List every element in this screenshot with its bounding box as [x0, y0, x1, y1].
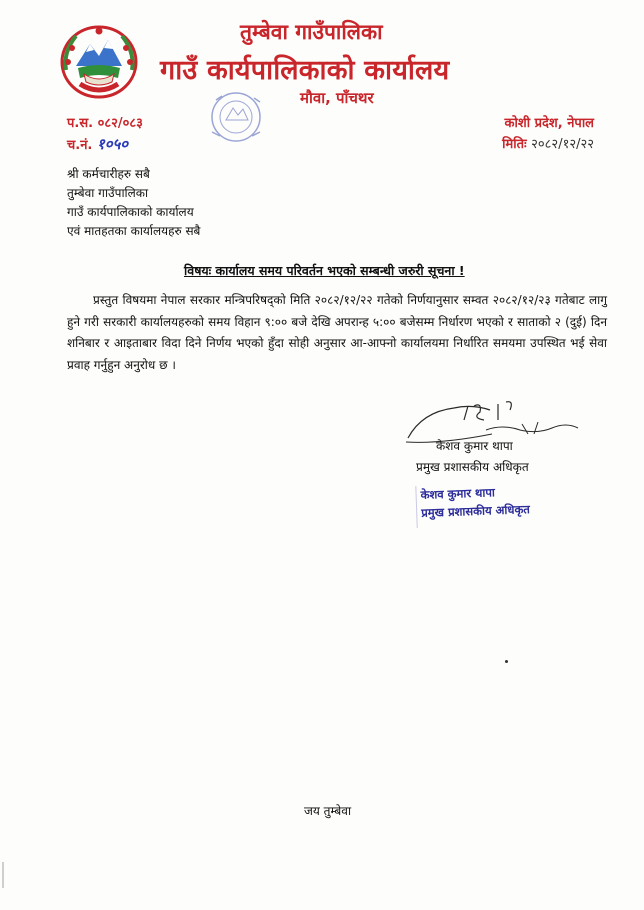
office-name: गाउँ कार्यपालिकाको कार्यालय — [160, 55, 450, 86]
letter-date — [502, 134, 594, 152]
dispatch-number — [67, 134, 128, 154]
dispatch-number-value: १०५० — [96, 135, 129, 153]
nepal-government-emblem-icon — [58, 22, 140, 100]
signatory-designation: प्रमुख प्रशासकीय अधिकृत — [416, 460, 529, 474]
footer-slogan: जय तुम्बेवा — [304, 804, 352, 818]
municipality-name: तुम्बेवा गाउँपालिका — [240, 20, 383, 44]
scan-edge-mark — [2, 862, 4, 888]
addressee-block — [67, 165, 200, 241]
office-seal-icon — [196, 88, 276, 146]
ink-speck — [505, 660, 508, 663]
dispatch-number-label: च.नं. — [67, 138, 93, 153]
date-value: २०८२/१२/२२ — [531, 137, 594, 152]
name-stamp — [415, 482, 535, 528]
signatory-name: केशव कुमार थापा — [436, 439, 513, 453]
office-location: मौवा, पाँचथर — [300, 89, 374, 107]
date-label: मितिः — [502, 137, 527, 152]
addressee-line: श्री कर्मचारीहरु सबै — [67, 167, 150, 181]
notice-body: प्रस्तुत विषयमा नेपाल सरकार मन्त्रिपरिषद्को मिति २०८२/१२/२२ गतेको निर्णयानुसार सम्वत २०८२/१२/२३ गतेबाट लागु हुने गरी सरकारी कार्यालयहरुको समय विहान ९:०० बजे देखि अपरान्ह ५:०० बजेसम्म निर्धारण भएको र साताको २ (दुई) दिन शनिबार र आइताबार विदा दिने निर्णय भएको हुँदा सोही अनुसार आ-आफ्नो कार्यालयमा निर्धारित समयमा उपस्थित भई सेवा प्रवाह गर्नुहुन अनुरोध छ । — [67, 293, 607, 372]
stamp-designation: प्रमुख प्रशासकीय अधिकृत — [420, 502, 531, 520]
stamp-name: केशव कुमार थापा — [420, 485, 496, 502]
addressee-line: गाउँ कार्यपालिकाको कार्यालय — [67, 205, 194, 219]
addressee-line: तुम्बेवा गाउँपालिका — [67, 186, 149, 200]
letter-number — [67, 113, 143, 131]
letter-number-value: ०८२/०८३ — [97, 116, 143, 131]
letter-number-label: प.स. — [67, 116, 94, 131]
addressee-line: एवं मातहतका कार्यालयहरु सबै — [67, 224, 201, 238]
subject-line: विषयः कार्यालय समय परिवर्तन भएको सम्बन्धी जरुरी सूचना ! — [184, 263, 465, 278]
province: कोशी प्रदेश, नेपाल — [504, 116, 594, 131]
